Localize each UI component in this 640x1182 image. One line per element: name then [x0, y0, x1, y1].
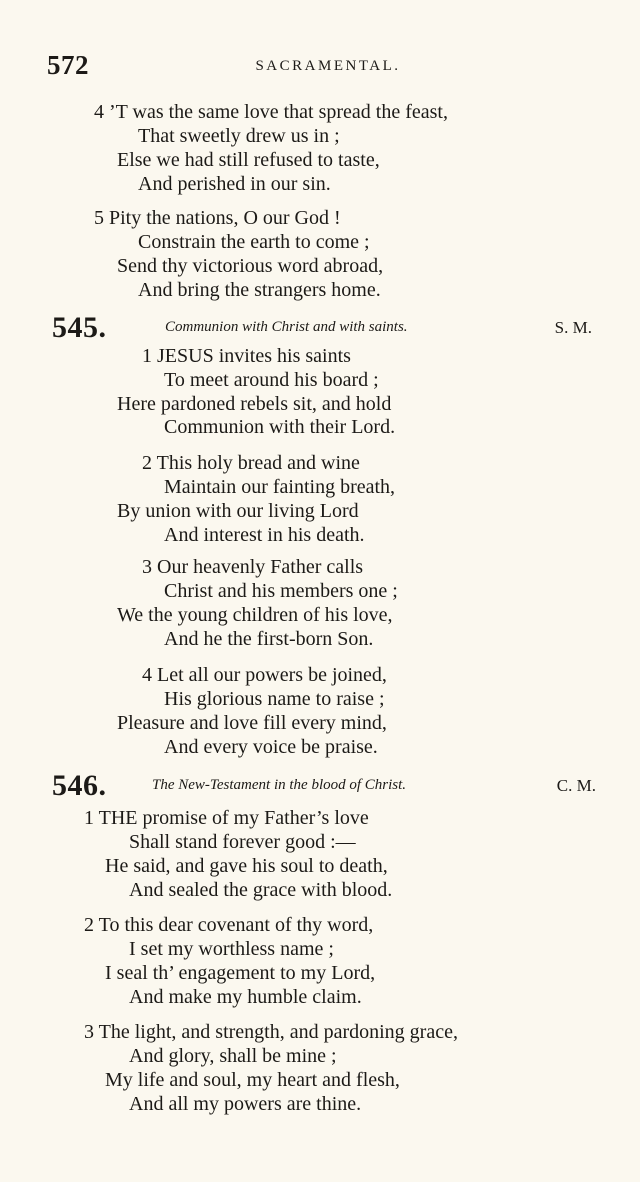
verse-line: His glorious name to raise ;: [164, 688, 385, 710]
verse-line: 1 JESUS invites his saints: [142, 345, 351, 367]
verse-line: Here pardoned rebels sit, and hold: [117, 393, 392, 415]
verse-line: 3 The light, and strength, and pardoning grace,: [84, 1021, 458, 1043]
verse-line: 5 Pity the nations, O our God !: [94, 207, 341, 229]
verse-line: To meet around his board ;: [164, 369, 379, 391]
running-head: SACRAMENTAL.: [255, 58, 401, 74]
hymn-meter: S. M.: [554, 318, 592, 337]
page-header: [0, 50, 640, 80]
verse-line: I seal th’ engagement to my Lord,: [105, 962, 376, 984]
verse-line: Shall stand forever good :—: [129, 831, 356, 853]
verse-line: 3 Our heavenly Father calls: [142, 556, 364, 578]
verse-line: 4 ’T was the same love that spread the feast,: [94, 101, 448, 123]
verse-line: Maintain our fainting breath,: [164, 476, 396, 498]
verse-line: Pleasure and love fill every mind,: [117, 712, 387, 734]
verse-line: And interest in his death.: [164, 524, 365, 546]
verse-line: 4 Let all our powers be joined,: [142, 664, 387, 686]
verse-line: Else we had still refused to taste,: [117, 149, 380, 171]
verse-line: Christ and his members one ;: [164, 580, 398, 602]
verse-line: And bring the strangers home.: [138, 279, 381, 301]
verse-line: My life and soul, my heart and flesh,: [105, 1069, 400, 1091]
verse-line: He said, and gave his soul to death,: [105, 855, 388, 877]
verse-line: 2 This holy bread and wine: [142, 452, 360, 474]
verse-line: And make my humble claim.: [129, 986, 362, 1008]
hymn-546-header: [0, 769, 640, 805]
verse-line: And sealed the grace with blood.: [129, 879, 393, 901]
hymn-number: 545.: [52, 311, 107, 344]
verse-line: Constrain the earth to come ;: [138, 231, 370, 253]
hymn-title: The New-Testament in the blood of Christ.: [152, 777, 407, 793]
hymn-title: Communion with Christ and with saints.: [165, 319, 408, 335]
verse-line: Communion with their Lord.: [164, 416, 396, 438]
verse-line: And every voice be praise.: [164, 736, 378, 758]
verse-line: And he the first-born Son.: [164, 628, 374, 650]
hymn-meter: C. M.: [556, 776, 596, 795]
verse-line: I set my worthless name ;: [129, 938, 334, 960]
verse-line: That sweetly drew us in ;: [138, 125, 340, 147]
verse-line: 2 To this dear covenant of thy word,: [84, 914, 374, 936]
verse-line: By union with our living Lord: [117, 500, 359, 522]
verse-line: And glory, shall be mine ;: [129, 1045, 337, 1067]
verse-line: And all my powers are thine.: [129, 1093, 362, 1115]
verse-line: And perished in our sin.: [138, 173, 331, 195]
verse-line: We the young children of his love,: [117, 604, 393, 626]
page-number: 572: [47, 50, 89, 80]
verse-line: 1 THE promise of my Father’s love: [84, 807, 369, 829]
verse-line: Send thy victorious word abroad,: [117, 255, 384, 277]
hymn-545-header: [0, 311, 640, 347]
hymn-number: 546.: [52, 769, 107, 802]
